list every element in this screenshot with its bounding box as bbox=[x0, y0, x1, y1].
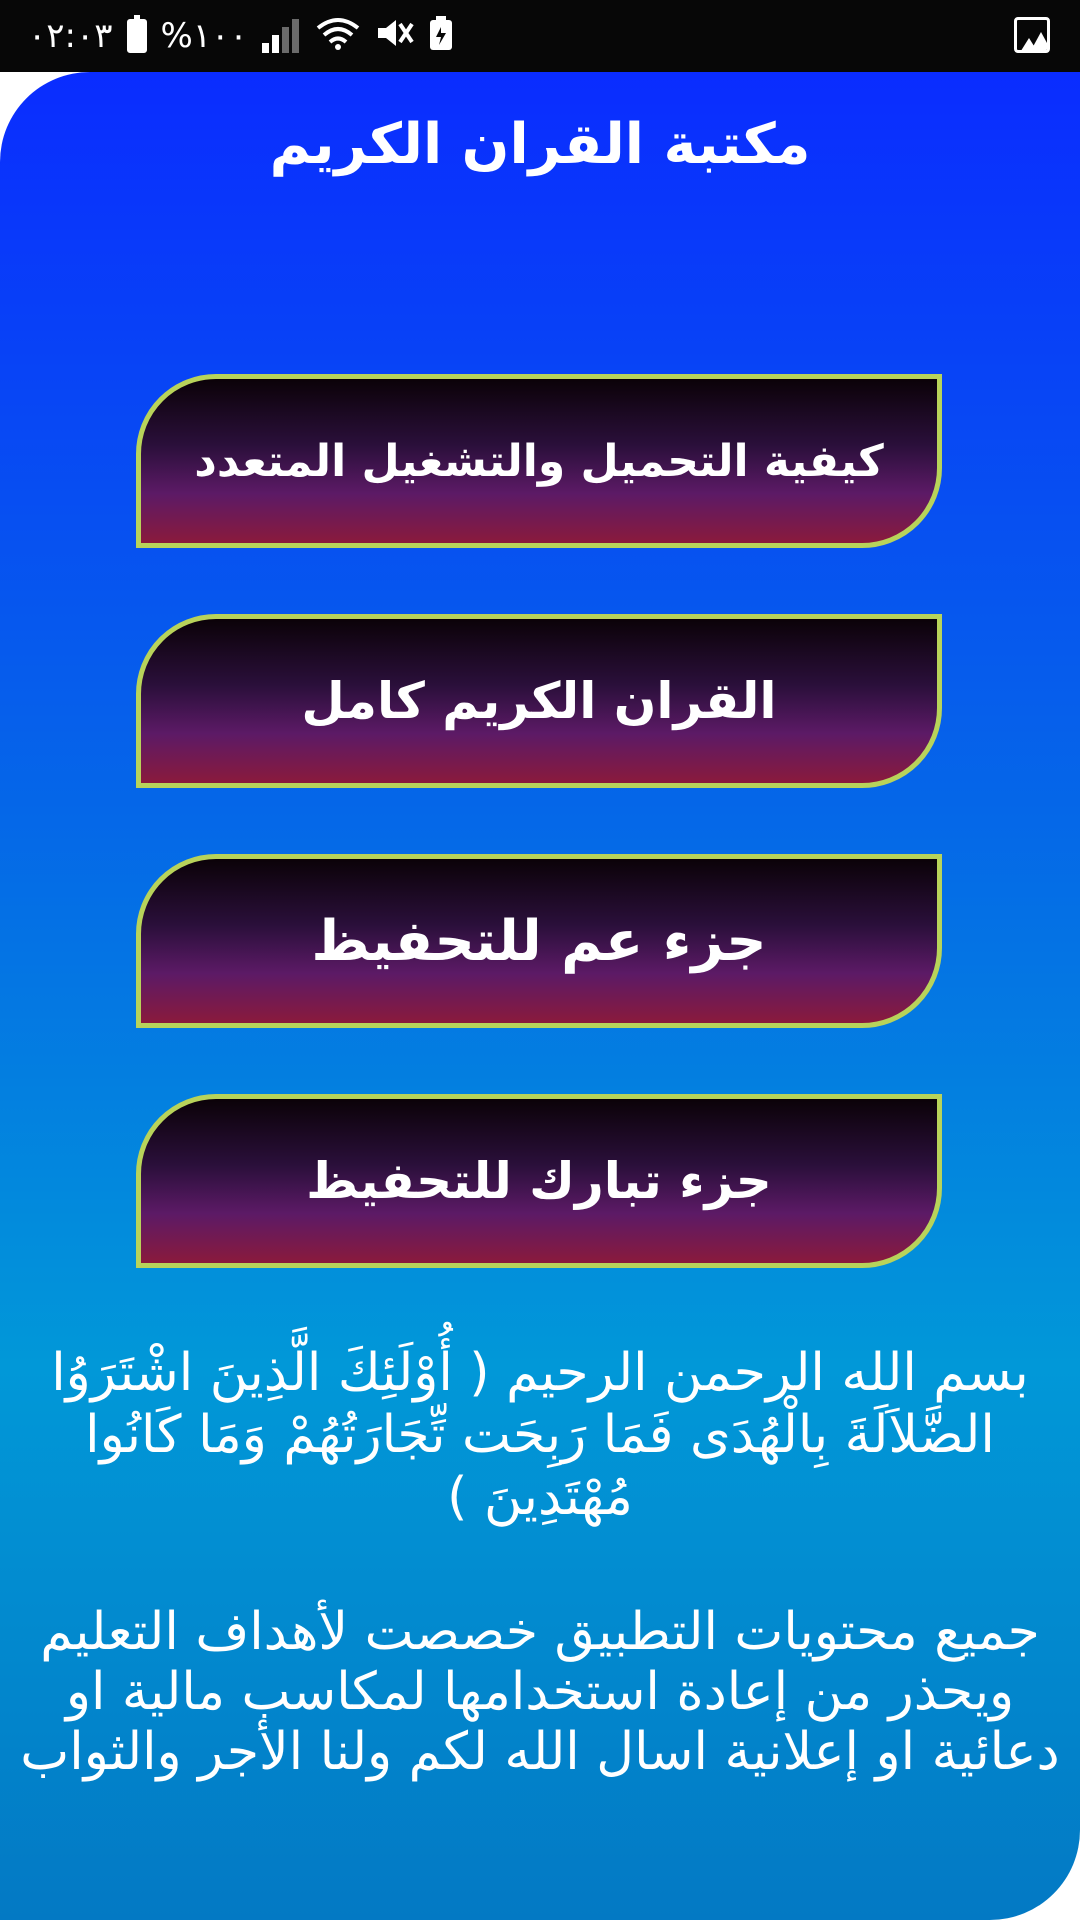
status-left-group bbox=[28, 0, 454, 72]
juz-amma-button[interactable]: جزء عم للتحفيظ bbox=[136, 854, 942, 1028]
full-quran-button[interactable]: القران الكريم كامل bbox=[136, 614, 942, 788]
status-time: ٠٢:٠٣ bbox=[28, 16, 113, 56]
mute-icon bbox=[374, 16, 414, 56]
status-bar bbox=[0, 0, 1080, 72]
battery-icon bbox=[127, 19, 147, 53]
quran-verse-text: بسم الله الرحمن الرحيم ( أُوْلَئِكَ الَّذِينَ اشْتَرَوُا الضَّلاَلَةَ بِالْهُدَى فَمَا رَبِحَت تِّجَارَتُهُمْ وَمَا كَانُوا مُهْتَدِينَ ) bbox=[51, 1343, 1029, 1527]
how-to-download-button[interactable]: كيفية التحميل والتشغيل المتعدد bbox=[136, 374, 942, 548]
image-notification-icon bbox=[1014, 17, 1050, 53]
app-screen bbox=[0, 72, 1080, 1920]
juz-tabarak-button[interactable]: جزء تبارك للتحفيظ bbox=[136, 1094, 942, 1268]
battery-saver-icon bbox=[428, 15, 454, 57]
page-title: مكتبة القران الكريم bbox=[269, 112, 811, 177]
battery-percent: %١٠٠ bbox=[160, 16, 248, 56]
wifi-icon bbox=[316, 16, 360, 56]
signal-icon bbox=[262, 19, 302, 53]
usage-notice-text: جميع محتويات التطبيق خصصت لأهداف التعليم ويحذر من إعادة استخدامها لمكاسب مالية او دعائية او إعلانية اسال الله لكم ولنا الأجر والثواب bbox=[20, 1602, 1060, 1782]
